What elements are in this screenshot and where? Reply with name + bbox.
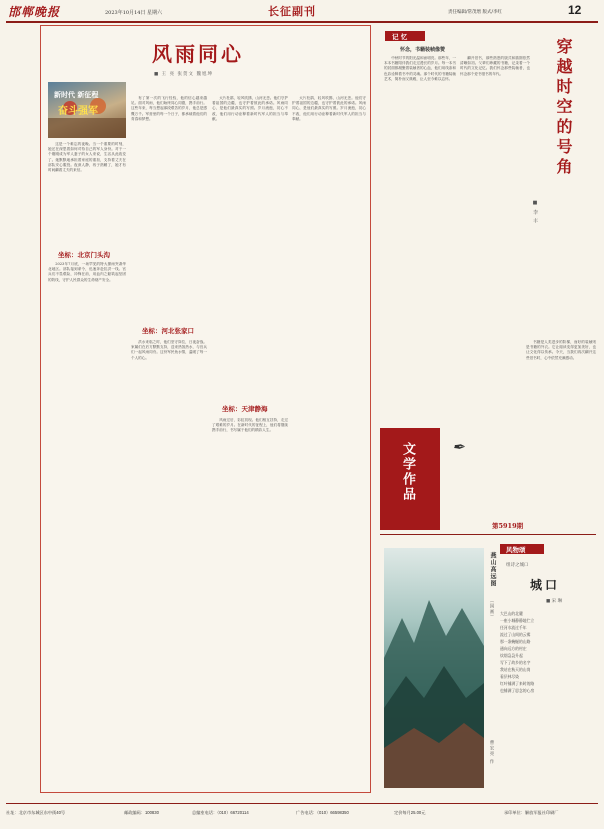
- feature-col1-text: [48, 142, 126, 248]
- feature-col4-text: [292, 96, 366, 787]
- memory-col2-text: [460, 56, 530, 496]
- poem-line: 红叶铺满了来时的路: [500, 681, 535, 686]
- feature-col1-lower-paragraph: 2023年7月底，一场罕见的特大暴雨突袭华北地区。部队接到命令，迅速奔赴抗洪一线。官兵们不畏艰险，冲锋在前，用血肉之躯筑起坚固的防线，守护人民群众的生命财产安全。: [48, 262, 126, 282]
- footer-bar: [6, 808, 598, 820]
- poem-line: 一座小城静静地伫立: [500, 618, 535, 623]
- fengwu-subheading: 组诗之城口: [506, 563, 529, 568]
- photo-caption-sub: 奋斗强军: [58, 106, 98, 117]
- wenxue-badge: [380, 428, 440, 530]
- vertical-article-title: 穿越时空的号角: [554, 38, 573, 178]
- poem-author: ■ 宋 琳: [546, 599, 563, 604]
- feature-byline: ■ 王 亮 张贺文 魏旭坤: [154, 72, 213, 77]
- feature-title: 风雨同心: [152, 42, 244, 66]
- feature-col2-lower-paragraph: 洪水来临之时，他们坚守岗位，日夜奋战。家属们在后方默默支持，送来热饭热水，与官兵们一起风雨同舟。这份军民鱼水情，温暖了每一个人的心。: [131, 340, 207, 360]
- memory-paragraph-3: 书籍是人类进步的阶梯，而好的装帧则是书籍的外衣。它让阅读变得更加美好，也让文化得以传承。今天，当我们再次翻开这些旧书时，心中依然充满感动。: [526, 340, 596, 360]
- memory-paragraph-2: 翻开旧书，那些熟悉的版式和插图依然清晰如初。父辈们珍藏的书籍，记录着一个时代的文化记忆。我们怀念那些装帧者，也怀念那个爱书惜书的年代。: [460, 56, 530, 76]
- vertical-article-author: ■ 李 丰: [532, 200, 538, 225]
- issue-date: 2023年10月14日 星期六: [105, 10, 163, 16]
- feature-col2-text: [131, 96, 207, 316]
- footer-ad-phone: 广告电话：（010）66598350: [296, 810, 349, 815]
- calligraphy-mark: ✒: [452, 438, 465, 456]
- section-divider: [380, 534, 596, 535]
- issue-total-number: 第5919期: [492, 522, 524, 530]
- place-label-beijing: 坐标：北京门头沟: [58, 251, 110, 259]
- fengwu-heading: 风物颂: [506, 546, 526, 554]
- poem-line: 那一条蜿蜒的山路: [500, 639, 531, 644]
- memory-paragraph-1: 中秋时节的阳光温和而明亮。那些年，一本本书籍陪伴我们走过漫长的岁月。每一本书的封面都凝聚着装帧者的心血，他们用线条和色彩诠释着书中的灵魂。那个时代的书籍装帧艺术，简朴而又典雅，让人至今难以忘怀。: [384, 56, 456, 81]
- poem-line: 也铺满了思念的心房: [500, 688, 535, 693]
- memory-subheading: 怀念，书籍装帧像赞: [400, 47, 446, 53]
- masthead: [0, 0, 604, 22]
- poem-line: 任河水流过千年: [500, 625, 527, 630]
- feature-col2-paragraph: 有了第一次的飞行经验，他的信心越来越足。面对风雨，他们始终同心同德，携手前行。这些年来，每当想起那段艰苦的岁月，他总是感慨万千。军营里的每一个日子，都承载着他们的青春和梦想。: [131, 96, 207, 121]
- mountain-painting-icon: [384, 548, 484, 788]
- poem-body: [500, 610, 596, 788]
- memory-heading: 记 忆: [392, 33, 408, 41]
- painting-artist: 曹宏亮 作: [489, 740, 494, 765]
- footer-price: 定价每月25.00元: [394, 810, 426, 815]
- editor-credit: 责任编辑/常茂增 版式/李红: [448, 10, 502, 15]
- feature-col1-paragraph: 这是一个难忘的夜晚。当一个重要的时刻，她还在深思着如何对待自己的军人身份。对于一个刚刚成为军人妻子的女人来说，生活从此改变了。她默默地承担着家庭的重担，支持着丈夫在部队安心服役。夜深人静，孩子熟睡了，她才有时间翻看丈夫的来信。: [48, 142, 126, 173]
- poem-line: 大巴山的北麓: [500, 611, 523, 616]
- footer-rule: [6, 803, 598, 804]
- poem-line: 通向远方的村庄: [500, 646, 527, 651]
- feature-col4-paragraph: 大片杜鹃，轻风吹拂，山河无恙。他们守护着祖国的边疆，也守护着彼此的承诺。风雨同心，是他们最真实的写照。岁月流逝，初心不改，他们用行动诠释着新时代军人的担当与奉献。: [292, 96, 366, 121]
- poem-line: 炊烟袅袅升起: [500, 653, 523, 658]
- poem-title: 城口: [530, 578, 561, 592]
- place-label-tianjin: 坐标：天津静海: [222, 405, 268, 413]
- poem-line: 写下了故乡的名字: [500, 660, 531, 665]
- place-label-zhangjiakou: 坐标：河北张家口: [142, 327, 194, 335]
- section-title: 长征副刊: [268, 5, 316, 18]
- footer-printer: 承印单位：解放军报社印刷厂: [504, 810, 559, 815]
- feature-col3-lower-text: [212, 418, 288, 787]
- footer-editorial-phone: 总编室电话：（010）66720114: [192, 810, 249, 815]
- painting-title: 燕山高远图: [489, 552, 496, 587]
- feature-col1-lower-text: [48, 262, 126, 787]
- feature-col2-lower-text: [131, 340, 207, 787]
- footer-postcode: 邮政编码：100830: [124, 810, 159, 815]
- feature-col3-lower-paragraph: 风雨过后，彩虹初现。他们相互扶持，走过了艰难的岁月。在新时代的征程上，他们将继续携手前行，书写属于他们的精彩人生。: [212, 418, 288, 433]
- page-number: 12: [568, 3, 582, 17]
- feature-col3-paragraph: 大片杜鹃，轻风吹拂，山河无恙。他们守护着祖国的边疆，也守护着彼此的承诺。风雨同心，是他们最真实的写照。岁月流逝，初心不改，他们用行动诠释着新时代军人的担当与奉献。: [212, 96, 288, 121]
- poem-line: 流过了山间的云雾: [500, 632, 531, 637]
- painting-subcaption: （国画）: [489, 598, 494, 620]
- poem-line: 看层林尽染: [500, 674, 519, 679]
- header-rule: [6, 21, 598, 23]
- paper-name: 邯郸晚报: [8, 5, 61, 19]
- photo-caption-main: 新时代 新征程: [54, 90, 99, 99]
- feature-col3-text: [212, 96, 288, 396]
- landscape-painting: [384, 548, 484, 788]
- wenxue-label: 文学作品: [400, 442, 415, 502]
- feature-photo: [48, 82, 126, 138]
- poem-line: 我站在秋天的山岗: [500, 667, 531, 672]
- memory-col3-text: [526, 340, 596, 518]
- footer-address: 社址：北京市东城区东中街40号: [6, 810, 66, 815]
